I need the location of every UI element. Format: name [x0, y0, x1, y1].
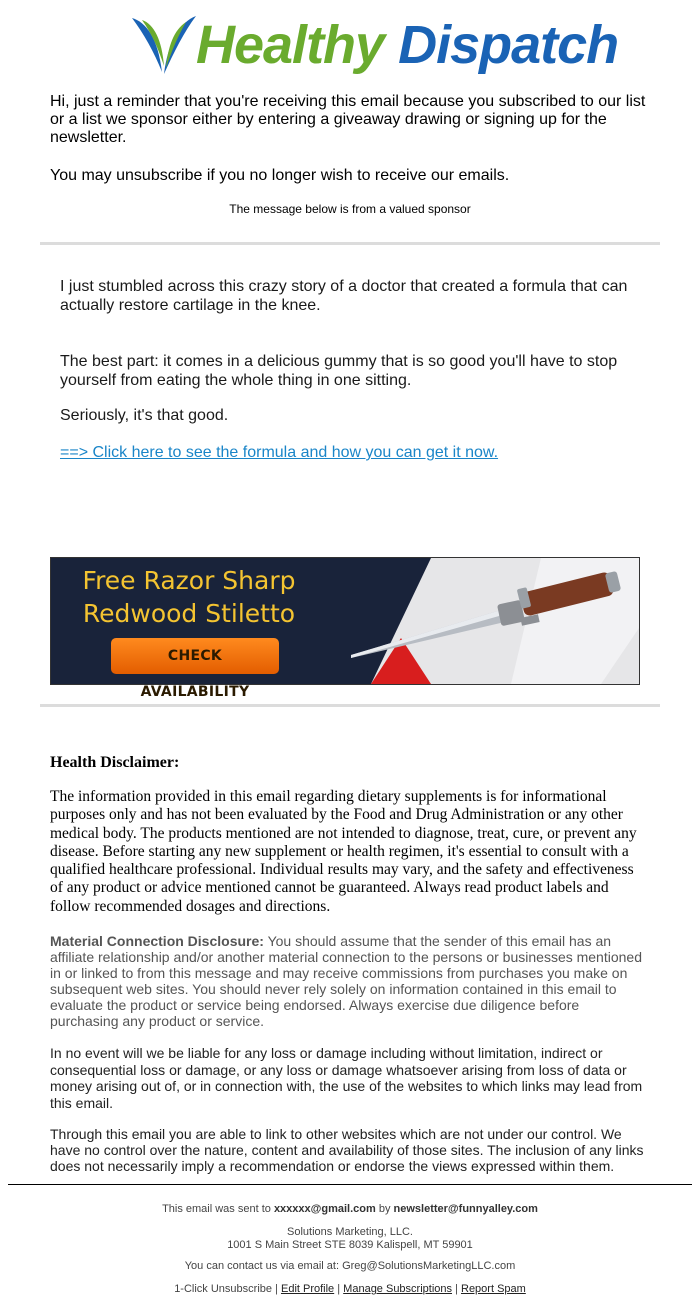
- leaf-logo-icon: [128, 12, 200, 78]
- banner-title-line-2: Redwood Stiletto: [82, 599, 296, 628]
- subscription-reminder: Hi, just a reminder that you're receiving this email because you subscribed to our list or a list we sponsor either by entering a giveaway drawing or signing up for the newsletter.: [50, 93, 646, 146]
- sent-to-line: This email was sent to xxxxxx@gmail.com by newsletter@funnyalley.com: [162, 1203, 538, 1215]
- material-connection-disclosure: [50, 933, 650, 1029]
- recipient-email: xxxxxx@gmail.com: [273, 1203, 376, 1215]
- knife-image: [371, 558, 639, 684]
- disclosure-text: You should assume that the sender of this email has an affiliate relationship and/or another material connection to the persons or businesses mentioned in or linked to from this message and may receive commissions from purchases you make on subsequent web sites. You should never rely solely on information contained in this email to evaluate the product or service being endorsed. Always exercise due diligence before purchasing any product or service.: [50, 933, 642, 1029]
- divider: [40, 704, 660, 707]
- company-name: Solutions Marketing, LLC.: [287, 1226, 413, 1238]
- sender-email: newsletter@funnyalley.com: [393, 1203, 538, 1215]
- stiletto-banner-ad[interactable]: [50, 557, 640, 700]
- manage-subscriptions-link[interactable]: Manage Subscriptions: [343, 1283, 453, 1295]
- liability-paragraph: In no event will we be liable for any loss or damage including without limitation, indirect or consequential loss or damage, or any loss or damage whatsoever arising from loss of data or money arising out of, or in connection with, the use of the websites to which links may lead from this email.: [50, 1045, 643, 1111]
- contact-email-line: You can contact us via email at: Greg@SolutionsMarketingLLC.com: [184, 1260, 516, 1272]
- formula-cta-link[interactable]: ==> Click here to see the formula and how you can get it now.: [60, 444, 499, 461]
- banner-title-line-1: Free Razor Sharp: [82, 566, 296, 595]
- divider: [40, 242, 660, 245]
- brand-logo[interactable]: [0, 8, 700, 88]
- health-disclaimer-title: Health Disclaimer:: [50, 754, 180, 771]
- brand-word-dispatch: Dispatch: [398, 15, 619, 75]
- report-spam-link[interactable]: Report Spam: [461, 1283, 526, 1295]
- disclosure-label: Material Connection Disclosure:: [50, 933, 264, 949]
- edit-profile-link[interactable]: Edit Profile: [280, 1283, 335, 1295]
- footer-links: 1-Click Unsubscribe | Edit Profile | Manage Subscriptions | Report Spam: [174, 1283, 526, 1295]
- external-links-paragraph: Through this email you are able to link to other websites which are not under our control. We have no control over the nature, content and availability of those sites. The inclusion of any links does not necessarily imply a recommendation or endorse the views expressed within them.: [50, 1126, 644, 1174]
- footer-divider: [8, 1184, 692, 1185]
- check-availability-button[interactable]: CHECK AVAILABILITY: [111, 638, 279, 674]
- message-paragraph-2: The best part: it comes in a delicious gummy that is so good you'll have to stop yourself from eating the whole thing in one sitting.: [60, 353, 618, 389]
- health-disclaimer-body: The information provided in this email regarding dietary supplements is for informational purposes only and has not been evaluated by the Food and Drug Administration or any other medical body. The products mentioned are not intended to diagnose, treat, cure, or prevent any disease. Before starting any new supplement or health regimen, it's essential to consult with a qualified healthcare professional. Individual results may vary, and the safety and effectiveness of any product or advice mentioned cannot be guaranteed. Always read product labels and follow recommended dosages and directions.: [50, 788, 637, 915]
- message-paragraph-3: Seriously, it's that good.: [60, 407, 229, 424]
- company-address: 1001 S Main Street STE 8039 Kalispell, MT 59901: [227, 1239, 473, 1251]
- sponsor-note: The message below is from a valued sponsor: [229, 202, 471, 216]
- one-click-unsubscribe[interactable]: 1-Click Unsubscribe: [174, 1283, 272, 1295]
- brand-word-healthy: Healthy: [196, 15, 385, 75]
- unsubscribe-note: You may unsubscribe if you no longer wish to receive our emails.: [50, 167, 510, 184]
- message-paragraph-1: I just stumbled across this crazy story of a doctor that created a formula that can actually restore cartilage in the knee.: [60, 278, 628, 314]
